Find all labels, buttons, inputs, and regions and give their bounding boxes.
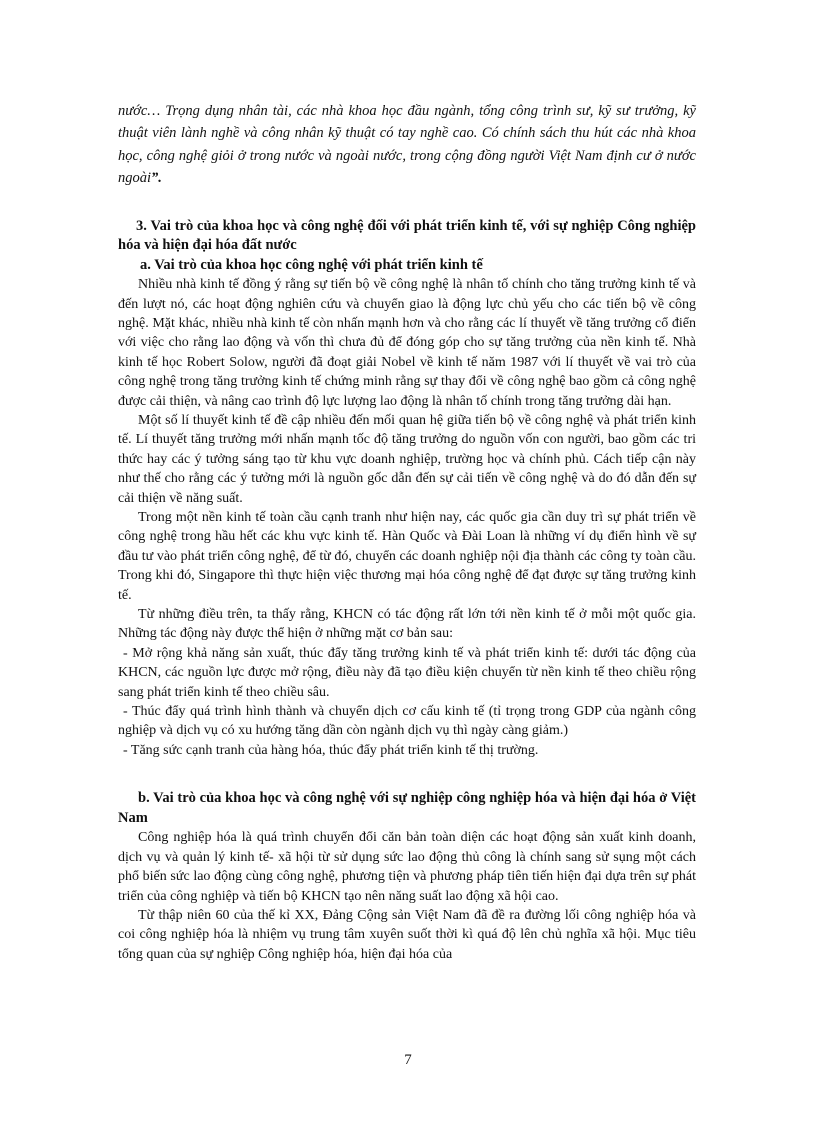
section-a-paragraph-4: Từ những điều trên, ta thấy rằng, KHCN có tác động rất lớn tới nền kinh tế ở mỗi một quốc gia. Những tác động này được thể hiện ở những mặt cơ bản sau:	[118, 607, 696, 642]
bullet-item-3: - Tăng sức cạnh tranh của hàng hóa, thúc đẩy phát triển kinh tế thị trường.	[123, 742, 539, 758]
bullet-item-1: - Mở rộng khả năng sản xuất, thúc đẩy tăng trưởng kinh tế và phát triển kinh tế: dưới tác động của KHCN, các nguồn lực được mở rộng, điều này đã tạo điều kiện chuyển từ nền kinh tế theo chiều rộng sang phát triển kinh tế theo chiều sâu.	[118, 645, 696, 700]
section-a-paragraph-1: Nhiều nhà kinh tế đồng ý rằng sự tiến bộ về công nghệ là nhân tố chính cho tăng trưởng kinh tế và đến lượt nó, các hoạt động nghiên cứu và chuyển giao là động lực chủ yếu cho các tiến bộ về công nghệ. Mặt khác, nhiều nhà kinh tế còn nhấn mạnh hơn và cho rằng các lí thuyết về tăng trưởng cổ điển với việc cho rằng lao động và vốn thì chưa đủ để đóng góp cho sự tăng trưởng của nền kinh tế. Nhà kinh tế học Robert Solow, người đã đoạt giải Nobel về kinh tế năm 1987 với lí thuyết về vai trò của công nghệ trong tăng trưởng kinh tế chứng minh rằng sự thay đổi về công nghệ bao gồm cả công nghệ được cải thiện, và nâng cao trình độ lực lượng lao động là nhân tố chính trong tăng trưởng dài hạn.	[118, 277, 696, 409]
section-a-paragraph-2: Một số lí thuyết kinh tế đề cập nhiều đến mối quan hệ giữa tiến bộ về công nghệ và phát triển kinh tế. Lí thuyết tăng trưởng mới nhấn mạnh tốc độ tăng trưởng do nguồn vốn con người, bao gồm các tri thức hay các ý tưởng sáng tạo từ khu vực doanh nghiệp, trường học và chính phủ. Cách tiếp cận này như thế cho rằng các ý tưởng mới là nguồn gốc dẫn đến sự cải tiến về công nghệ và do đó dẫn đến sự cải thiện về năng suất.	[118, 412, 696, 506]
section-a-heading: a. Vai trò của khoa học công nghệ với phát triển kinh tế	[140, 256, 483, 273]
section-a-paragraph-3: Trong một nền kinh tế toàn cầu cạnh tranh như hiện nay, các quốc gia cần duy trì sự phát triển về công nghệ trong hầu hết các khu vực kinh tế. Hàn Quốc và Đài Loan là những ví dụ điển hình về sự đầu tư vào phát triển công nghệ, để từ đó, chuyển các doanh nghiệp nội địa thành các công ty toàn cầu. Trong khi đó, Singapore thì thực hiện việc thương mại hóa công nghệ để đạt được sự tăng trưởng kinh tế.	[118, 510, 696, 603]
page-content	[118, 100, 696, 964]
quote-text: nước… Trọng dụng nhân tài, các nhà khoa học đầu ngành, tổng công trình sư, kỹ sư trưởng, kỹ thuật viên lành nghề và công nhân kỹ thuật có tay nghề cao. Có chính sách thu hút các nhà khoa học, công nghệ giỏi ở trong nước và ngoài nước, trong cộng đồng người Việt Nam định cư ở nước ngoài	[118, 103, 696, 187]
section-b-paragraph-2: Từ thập niên 60 của thế kỉ XX, Đảng Cộng sản Việt Nam đã đề ra đường lối công nghiệp hóa và coi công nghiệp hóa là nhiệm vụ trung tâm xuyên suốt thời kì quá độ lên chủ nghĩa xã hội. Mục tiêu tổng quan của sự nghiệp Công nghiệp hóa, hiện đại hóa của	[118, 907, 696, 962]
section-b-heading: b. Vai trò của khoa học và công nghệ với sự nghiệp công nghiệp hóa và hiện đại hóa ở Việt Nam	[118, 790, 696, 826]
section-3-heading: 3. Vai trò của khoa học và công nghệ đối với phát triển kinh tế, với sự nghiệp Công nghiệp hóa và hiện đại hóa đất nước	[118, 217, 696, 254]
page-number: 7	[404, 1052, 412, 1068]
section-b-paragraph-1: Công nghiệp hóa là quá trình chuyển đổi căn bản toàn diện các hoạt động sản xuất kinh doanh, dịch vụ và quản lý kinh tế- xã hội từ sử dụng sức lao động thủ công là chính sang sử sụng một cách phổ biến sức lao động cùng công nghệ, phương tiện và phương pháp tiên tiến hiện đại dựa trên sự phát triển của công nghiệp và tiến bộ KHCN tạo nên năng suất lao động xã hội cao.	[118, 830, 696, 904]
quote-paragraph	[118, 100, 696, 190]
quote-closing: ”.	[151, 170, 162, 187]
bullet-item-2: - Thúc đẩy quá trình hình thành và chuyển dịch cơ cấu kinh tế (tỉ trọng trong GDP của ngành công nghiệp và dịch vụ có xu hướng tăng dần còn ngành dịch vụ thì ngày càng giảm.)	[118, 704, 696, 739]
